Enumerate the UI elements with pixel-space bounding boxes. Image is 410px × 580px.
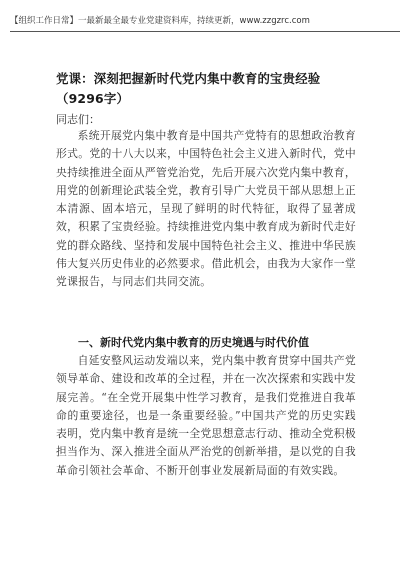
body-paragraph: 系统开展党内集中教育是中国共产党特有的思想政治教育形式。党的十八大以来，中国特色社会主义进入新时代，党中央持续推进全面从严管党治党，先后开展六次党内集中教育，用党的创新理论武装全党，教育引导广大党员干部从思想上正本清源、固本培元，呈现了鲜明的时代特征，取得了显著成效，积累了宝贵经验。持续推进党内集中教育成为新时代走好党的群众路线、坚持和发展中国特色社会主义、推进中华民族伟大复兴历史伟业的必然要求。借此机会，由我为大家作一堂党课报告，与同志们共同交流。 <box>56 129 356 289</box>
greeting: 同志们： <box>56 113 100 126</box>
section-paragraph: 自延安整风运动发端以来，党内集中教育贯穿中国共产党领导革命、建设和改革的全过程，并在一次次探索和实践中发展完善。“在全党开展集中性学习教育，是我们党推进自我革命的重要途径，也是一条重要经验。”中国共产党的历史实践表明，党内集中教育是统一全党思想意志行动、推动全党积极担当作为、深入推进全面从严治党的创新举措，是以党的自我革命引领社会革命、不断开创事业发展新局面的有效实践。 <box>56 354 356 477</box>
header-divider <box>10 31 400 32</box>
section-heading: 一、新时代党内集中教育的历史境遇与时代价值 <box>78 336 309 349</box>
document-title: 党课：深刻把握新时代党内集中教育的宝贵经验（9296字） <box>56 71 321 106</box>
header-banner: 【组织工作日常】一最新最全最专业党建资料库，持续更新，www.zzgzrc.com <box>10 16 310 26</box>
